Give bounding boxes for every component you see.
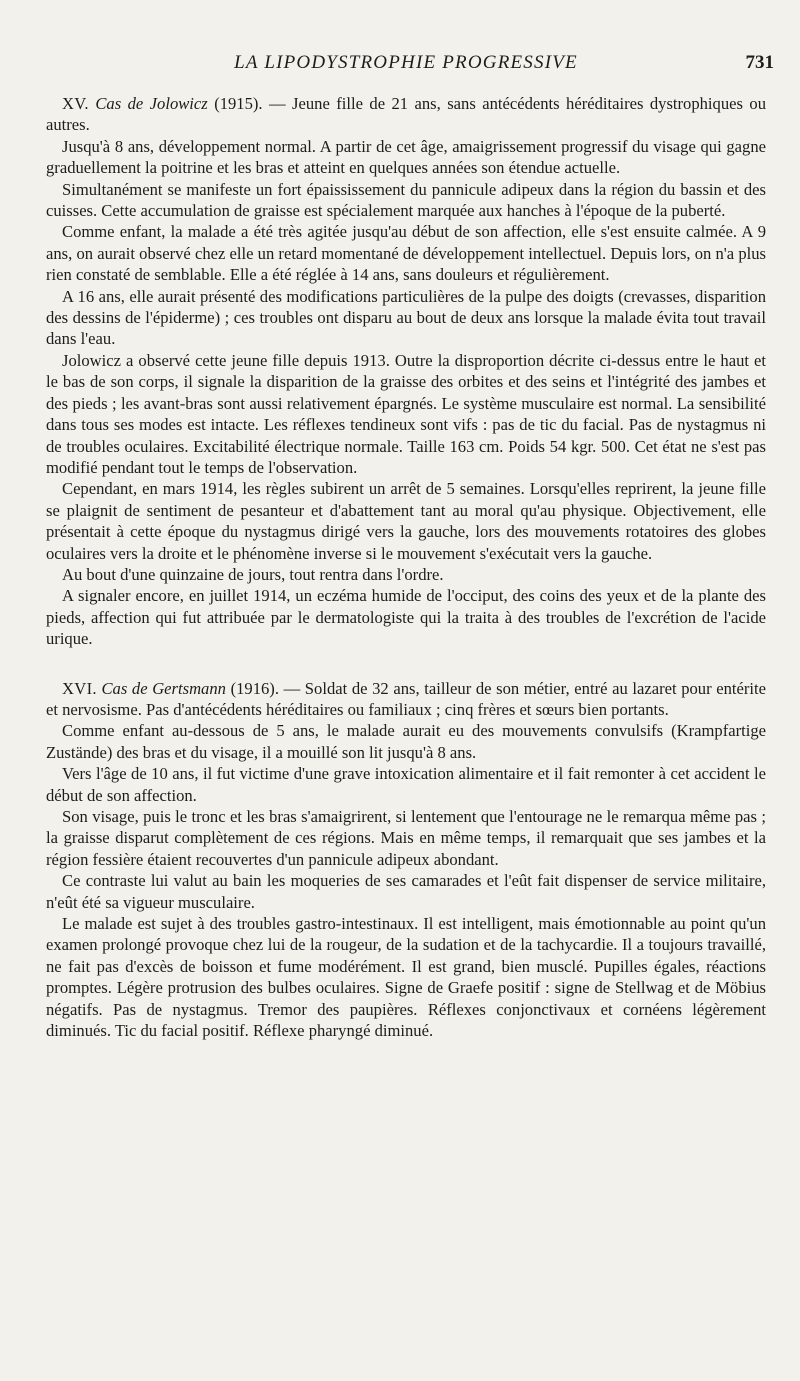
case-xv-paragraph: Jolowicz a observé cette jeune fille depuis 1913. Outre la disproportion décrite ci-dessus entre le haut et le bas de son corps, il signale la disparition de la graisse des orbites et des seins et l'intégrité des jambes et des pieds ; les avant-bras sont aussi relativement épargnés. Le système musculaire est normal. La sensibilité dans tous ses modes est intacte. Les réflexes tendineux sont vifs : pas de tic du facial. Pas de nystagmus ni de troubles oculaires. Excitabilité électrique normale. Taille 163 cm. Poids 54 kgr. 500. Cet état ne s'est pas modifié pendant tout le temps de l'observation. bbox=[46, 350, 766, 477]
section-gap bbox=[46, 650, 766, 678]
case-xv-paragraph: A signaler encore, en juillet 1914, un eczéma humide de l'occiput, des coins des yeux et de la plante des pieds, affection qui fut attribuée par le dermatologiste qui la traita à des troubles de l'excrétion de l'acide urique. bbox=[46, 586, 766, 649]
running-head bbox=[46, 52, 774, 76]
case-xvi-author: Cas de Gertsmann bbox=[101, 678, 226, 698]
body-text bbox=[46, 93, 766, 1041]
case-xv-paragraph: Jusqu'à 8 ans, développement normal. A partir de cet âge, amaigrissement progressif du visage qui gagne graduellement la poitrine et les bras et atteint en quelques années son étendue actuelle. bbox=[46, 136, 766, 178]
case-xv-intro: (1915). — Jeune fille de 21 ans, sans antécédents héréditaires dystrophiques ou autres. bbox=[46, 94, 766, 135]
case-xv-author: Cas de Jolowicz bbox=[95, 94, 208, 113]
case-xv-number: XV. bbox=[62, 94, 89, 113]
case-xvi-intro: (1916). — Soldat de 32 ans, tailleur de son métier, entré au lazaret pour entérite et nervosisme. Pas d'antécédents héréditaires ou familiaux ; cinq frères et sœurs bien portants. bbox=[46, 678, 766, 719]
case-xvi-paragraph: Son visage, puis le tronc et les bras s'amaigrirent, si lentement que l'entourage ne le remarqua même pas ; la graisse disparut complètement de ces régions. Mais en même temps, il remarquait que ses jambes et la région fessière étaient recouvertes d'un pannicule adipeux abondant. bbox=[46, 807, 766, 869]
case-xv-paragraph: Au bout d'une quinzaine de jours, tout rentra dans l'ordre. bbox=[62, 564, 444, 584]
case-xv-paragraph: Comme enfant, la malade a été très agitée jusqu'au début de son affection, elle s'est ensuite calmée. A 9 ans, on aurait observé chez elle un retard momentané de développement intellectuel. Depuis lors, on n'a plus rien constaté de semblable. Elle a été réglée à 14 ans, sans douleurs et régulièrement. bbox=[46, 222, 766, 285]
case-xv-paragraph: A 16 ans, elle aurait présenté des modifications particulières de la pulpe des doigts (crevasses, disparition des dessins de l'épiderme) ; ces troubles ont disparu au bout de deux ans lorsque la malade évita tout travail dans l'eau. bbox=[46, 286, 766, 349]
case-xvi-paragraph: Le malade est sujet à des troubles gastro-intestinaux. Il est intelligent, mais émotionnable au point qu'un examen prolongé provoque chez lui de la rougeur, de la sudation et de la tachycardie. Il a toujours travaillé, ne fait pas d'excès de boisson et fume modérément. Il est grand, bien musclé. Pupilles égales, réactions promptes. Légère protrusion des bulbes oculaires. Signe de Graefe positif : signe de Stellwag et de Möbius négatifs. Pas de nystagmus. Tremor des paupières. Réflexes conjonctivaux et cornéens légèrement diminués. Tic du facial positif. Réflexe pharyngé diminué. bbox=[46, 914, 766, 1041]
case-xvi-heading bbox=[46, 678, 766, 721]
case-xv-paragraph: Cependant, en mars 1914, les règles subirent un arrêt de 5 semaines. Lorsqu'elles reprirent, la jeune fille se plaignit de sentiment de pesanteur et d'abattement tant au moral qu'au physique. Objectivement, elle présentait à cette époque du nystagmus dirigé vers la gauche, lors des mouvements rotatoires des globes oculaires vers la droite et le phénomène inverse si le mouvement s'exécutait vers la gauche. bbox=[46, 479, 766, 563]
case-xvi-paragraph: Ce contraste lui valut au bain les moqueries de ses camarades et l'eût fait dispenser de service militaire, n'eût été sa vigueur musculaire. bbox=[46, 871, 766, 912]
case-xvi-paragraph: Comme enfant au-dessous de 5 ans, le malade aurait eu des mouvements convulsifs (Krampfartige Zustände) des bras et du visage, il a mouillé son lit jusqu'à 8 ans. bbox=[46, 721, 766, 762]
running-title: LA LIPODYSTROPHIE PROGRESSIVE bbox=[234, 52, 578, 73]
case-xvi-paragraph: Vers l'âge de 10 ans, il fut victime d'une grave intoxication alimentaire et il fait remonter à cet accident le début de son affection. bbox=[46, 764, 766, 805]
case-xv-paragraph: Simultanément se manifeste un fort épaississement du pannicule adipeux dans la région du bassin et des cuisses. Cette accumulation de graisse est spécialement marquée aux hanches à l'époque de la puberté. bbox=[46, 179, 766, 221]
case-xv-heading bbox=[46, 93, 766, 136]
case-xvi-number: XVI. bbox=[62, 678, 97, 698]
page-number: 731 bbox=[745, 52, 774, 73]
